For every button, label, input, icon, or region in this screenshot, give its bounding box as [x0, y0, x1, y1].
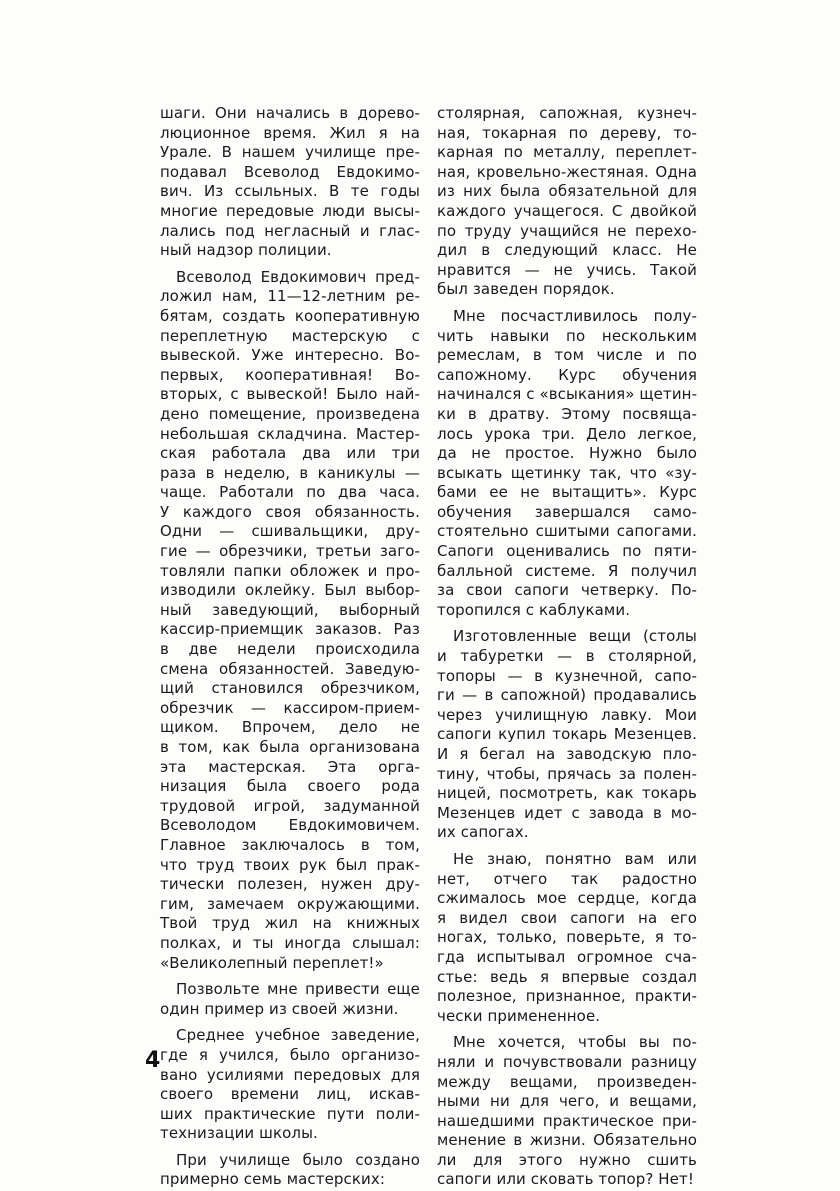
text-line: где я учился, было организо- [160, 1045, 420, 1064]
text-line: няли и почувствовали разницу [437, 1052, 697, 1071]
text-line: полезное, признанное, практи- [437, 987, 697, 1006]
text-line: «Великолепный переплет!» [160, 953, 384, 972]
text-line: примерно семь мастерских: [160, 1170, 386, 1189]
text-line: смена обязанностей. Заведую- [160, 659, 420, 678]
text-line: чаще. Работали по два часа. [160, 483, 420, 502]
text-line: сжималось мое сердце, когда [437, 889, 697, 908]
text-line: переплетную мастерскую с [160, 326, 420, 345]
paragraph-gap [437, 620, 697, 627]
text-line: нашедшими практическое при- [437, 1111, 697, 1130]
paragraph-gap [160, 1144, 420, 1151]
text-line: гим, замечаем окружающими. [160, 894, 420, 913]
text-line: столярная, сапожная, кузнеч- [437, 104, 697, 122]
text-line: низация была своего рода [160, 777, 420, 796]
text-line: в две недели происходила [160, 640, 420, 659]
paragraph [160, 1151, 420, 1190]
paragraph [437, 104, 697, 300]
text-line: ская работала два или три [160, 444, 420, 463]
text-line: из них была обязательной для [437, 182, 697, 201]
text-line: многие передовые люди высы- [160, 201, 420, 220]
text-line: начинался с «всыкания» щетин- [437, 385, 698, 404]
text-line: товляли папки обложек и про- [160, 561, 420, 580]
text-line: балльной системе. Я получил [437, 561, 697, 580]
text-line: изводили оклейку. Был выбор- [160, 581, 420, 600]
text-line: ногах, только, поверьте, я то- [437, 928, 697, 947]
text-line: бятам, создать кооперативную [160, 306, 420, 325]
text-line: чески примененное. [437, 1006, 601, 1025]
text-line: торопился с каблуками. [437, 600, 631, 619]
text-line: вано усилиями передовых для [160, 1065, 420, 1084]
paragraph-gap [160, 973, 420, 980]
paragraph-gap [437, 300, 697, 307]
text-line: кассир-приемщик заказов. Раз [160, 620, 420, 639]
text-line: щий становился обрезчиком, [160, 679, 420, 698]
text-line: технизации школы. [160, 1124, 318, 1143]
text-line: один пример из своей жизни. [160, 999, 399, 1018]
text-line: При училище было создано [176, 1150, 420, 1169]
text-line: трудовой игрой, задуманной [160, 796, 420, 815]
text-line: Мне посчастливилось полу- [453, 306, 697, 325]
text-line: карная по металлу, переплет- [437, 143, 697, 162]
text-line: тину, чтобы, прячась за полен- [437, 764, 697, 783]
text-line: я видел свои сапоги на его [437, 908, 697, 927]
text-line: люционное время. Жил я на [160, 123, 420, 142]
paragraph-gap [437, 1026, 697, 1033]
text-line: обрезчик — кассиром-прием- [160, 698, 420, 717]
text-line: своего времени лиц, искав- [160, 1085, 420, 1104]
text-line: Среднее учебное заведение, [176, 1026, 420, 1045]
text-line: ный заведующий, выборный [160, 600, 420, 619]
text-line: вывеской. Уже интересно. Во- [160, 346, 420, 365]
text-line: что труд твоих рук был прак- [160, 855, 420, 874]
text-line: вторых, с вывеской! Было най- [160, 385, 420, 404]
paragraph-gap [160, 1019, 420, 1026]
text-line: Мне хочется, чтобы вы по- [453, 1033, 697, 1052]
text-line: сапоги или сковать топор? Нет! [437, 1170, 694, 1189]
text-line: менение в жизни. Обязательно [437, 1131, 697, 1150]
text-line: У каждого своя обязанность. [160, 502, 420, 521]
text-line: Одни — сшивальщики, дру- [160, 522, 420, 541]
text-line: Всеволод Евдокимович пред- [176, 267, 420, 286]
text-line: Мезенцев идет с завода в мо- [437, 803, 697, 822]
right-column [437, 104, 697, 1190]
text-line: нравится — не учись. Такой [437, 260, 697, 279]
text-line: по труду учащийся не перехо- [437, 221, 697, 240]
text-line: ный надзор полиции. [160, 241, 332, 260]
text-line: Всеволодом Евдокимовичем. [160, 816, 420, 835]
paragraph [437, 1033, 697, 1190]
text-line: шаги. Они начались в дорево- [160, 104, 420, 122]
text-line: подавал Всеволод Евдокимо- [160, 162, 420, 181]
text-line: всыкать щетинку так, что «зу- [437, 463, 697, 482]
text-line: дил в следующий класс. Не [437, 241, 697, 260]
text-line: гда испытывал огромное сча- [437, 947, 697, 966]
text-line: лались под негласный и глас- [160, 221, 420, 240]
paragraph [437, 850, 697, 1026]
text-line: ших практические пути поли- [160, 1104, 420, 1123]
text-line: за свои сапоги четверку. По- [437, 581, 697, 600]
text-line: был заведен порядок. [437, 280, 615, 299]
text-line: топоры — в кузнечной, сапо- [437, 666, 697, 685]
text-line: первых, кооперативная! Во- [160, 365, 420, 384]
text-line: да не простое. Нужно было [437, 444, 697, 463]
text-line: нет, отчего так радостно [437, 869, 697, 888]
text-line: через училищную лавку. Мои [437, 705, 697, 724]
text-line: ки в дратву. Этому посвяща- [437, 404, 697, 423]
text-line: Позвольте мне привести еще [176, 980, 420, 999]
text-line: сапожному. Курс обучения [437, 365, 697, 384]
text-line: стоятельно сшитыми сапогами. [437, 522, 697, 541]
text-line: полках, и ты иногда слышал: [160, 933, 420, 952]
text-line: Урале. В нашем училище пре- [160, 143, 420, 162]
text-line: дено помещение, произведена [160, 404, 420, 423]
text-line: Главное заключалось в том, [160, 835, 420, 854]
text-line: И я бегал на заводскую пло- [437, 745, 697, 763]
text-line: небольшая складчина. Мастер- [160, 424, 420, 443]
paragraph [160, 104, 420, 261]
text-line: ремеслам, в том числе и по [437, 346, 697, 365]
text-line: Твой труд жил на книжных [160, 914, 420, 933]
text-line: ная, кровельно-жестяная. Одна [437, 162, 697, 181]
text-line: тически полезен, нужен дру- [160, 875, 420, 894]
text-line: щиком. Впрочем, дело не [160, 718, 420, 737]
text-line: стье: ведь я впервые создал [437, 967, 697, 986]
text-line: каждого учащегося. С двойкой [437, 201, 697, 220]
text-line: и табуретки — в столярной, [437, 647, 697, 666]
text-line: эта мастерская. Эта орга- [160, 757, 420, 776]
text-line: ницей, посмотреть, как токарь [437, 784, 697, 803]
page-number: 4 [145, 1048, 161, 1073]
text-line: сапоги купил токарь Мезенцев. [437, 725, 697, 744]
text-line: Не знаю, понятно вам или [453, 849, 697, 868]
paragraph [437, 627, 697, 843]
text-line: ги — в сапожной) продавались [437, 686, 697, 705]
text-line: их сапогах. [437, 823, 529, 842]
text-line: бами ее не вытащить». Курс [437, 483, 697, 502]
text-line: раза в неделю, в каникулы — [160, 463, 420, 482]
paragraph-gap [160, 261, 420, 268]
paragraph [160, 980, 420, 1019]
text-line: Изготовленные вещи (столы [453, 627, 697, 646]
text-line: между вещами, произведен- [437, 1072, 697, 1091]
text-line: ными ни для чего, и вещами, [437, 1092, 697, 1111]
text-line: ли для этого нужно сшить [437, 1150, 697, 1169]
text-line: ложил нам, 11—12-летним ре- [160, 287, 420, 306]
paragraph [160, 268, 420, 973]
text-line: Сапоги оценивались по пяти- [437, 542, 697, 561]
text-line: лось урока три. Дело легкое, [437, 424, 697, 443]
text-line: в том, как была организована [160, 738, 420, 756]
left-column [160, 104, 420, 1190]
paragraph [160, 1026, 420, 1144]
paragraph [437, 307, 697, 621]
text-line: ная, токарная по дереву, то- [437, 123, 697, 142]
text-line: обучения завершался само- [437, 502, 697, 521]
text-line: чить навыки по нескольким [437, 326, 697, 345]
text-line: гие — обрезчики, третьи заго- [160, 542, 420, 561]
paragraph-gap [437, 843, 697, 850]
text-line: вич. Из ссыльных. В те годы [160, 182, 420, 201]
